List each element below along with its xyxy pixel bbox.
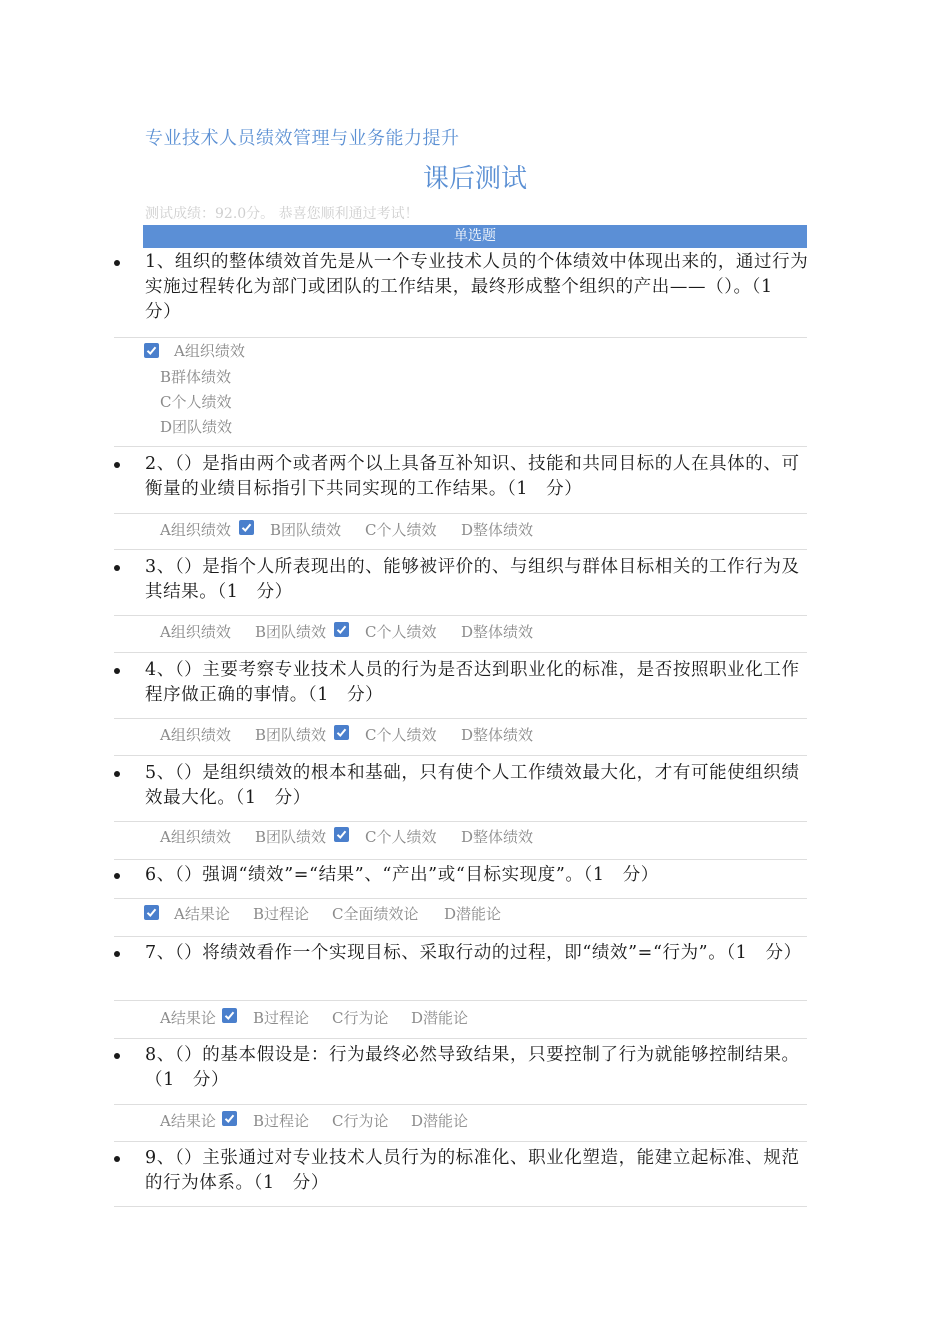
checkbox-checked-icon[interactable] <box>334 725 349 740</box>
option-b[interactable]: B群体绩效 <box>160 368 232 386</box>
divider <box>114 755 807 756</box>
option-c[interactable]: C个人绩效 <box>365 726 437 744</box>
divider <box>114 898 807 899</box>
question-7-text: 7、（）将绩效看作一个实现目标、采取行动的过程，即“绩效”=“行为”。（1 分） <box>145 943 802 963</box>
list-bullet <box>114 951 120 957</box>
option-d[interactable]: D整体绩效 <box>461 828 534 846</box>
checkbox-checked-icon[interactable] <box>334 622 349 637</box>
option-d[interactable]: D潜能论 <box>411 1112 469 1130</box>
question-8-text: 8、（）的基本假设是：行为最终必然导致结果，只要控制了行为就能够控制结果。（1 分） <box>145 1045 800 1090</box>
divider <box>114 549 807 550</box>
list-bullet <box>114 1156 120 1162</box>
option-d[interactable]: D潜能论 <box>411 1009 469 1027</box>
divider <box>114 615 807 616</box>
option-d[interactable]: D团队绩效 <box>160 418 233 436</box>
option-c[interactable]: C行为论 <box>332 1112 389 1130</box>
checkbox-checked-icon[interactable] <box>144 905 159 920</box>
divider <box>114 821 807 822</box>
score-summary: 测试成绩：92.0分。 恭喜您顺利通过考试！ <box>145 206 419 222</box>
question-3-text: 3、（）是指个人所表现出的、能够被评价的、与组织与群体目标相关的工作行为及其结果。（1 分） <box>145 557 800 602</box>
question-5-text: 5、（）是组织绩效的根本和基础，只有使个人工作绩效最大化，才有可能使组织绩效最大化。（1 分） <box>145 763 800 808</box>
option-a[interactable]: A结果论 <box>160 1112 216 1130</box>
option-b[interactable]: B团队绩效 <box>255 623 327 641</box>
list-bullet <box>114 260 120 266</box>
option-a[interactable]: A组织绩效 <box>160 726 231 744</box>
option-d[interactable]: D整体绩效 <box>461 521 534 539</box>
option-b[interactable]: B过程论 <box>253 1009 310 1027</box>
divider <box>114 1038 807 1039</box>
list-bullet <box>114 873 120 879</box>
checkbox-checked-icon[interactable] <box>144 343 159 358</box>
option-c[interactable]: C个人绩效 <box>365 521 437 539</box>
option-b[interactable]: B团队绩效 <box>255 828 327 846</box>
divider <box>114 513 807 514</box>
option-b[interactable]: B过程论 <box>253 905 310 923</box>
option-d[interactable]: D整体绩效 <box>461 623 534 641</box>
option-a[interactable]: A组织绩效 <box>174 342 245 360</box>
option-a[interactable]: A结果论 <box>160 1009 216 1027</box>
option-d[interactable]: D潜能论 <box>444 905 502 923</box>
divider <box>114 446 807 447</box>
option-a[interactable]: A组织绩效 <box>160 828 231 846</box>
option-c[interactable]: C行为论 <box>332 1009 389 1027</box>
checkbox-checked-icon[interactable] <box>222 1111 237 1126</box>
divider <box>114 718 807 719</box>
option-c[interactable]: C个人绩效 <box>365 828 437 846</box>
page-title: 课后测试 <box>422 164 527 194</box>
question-1-text: 1、组织的整体绩效首先是从一个专业技术人员的个体绩效中体现出来的，通过行为实施过程转化为部门或团队的工作结果，最终形成整个组织的产出——（）。（1 分） <box>145 252 809 322</box>
question-6-text: 6、（）强调“绩效”=“结果”、“产出”或“目标实现度”。（1 分） <box>145 865 659 885</box>
list-bullet <box>114 565 120 571</box>
option-b[interactable]: B团队绩效 <box>255 726 327 744</box>
option-a[interactable]: A结果论 <box>174 905 230 923</box>
option-b[interactable]: B过程论 <box>253 1112 310 1130</box>
list-bullet <box>114 1053 120 1059</box>
option-a[interactable]: A组织绩效 <box>160 623 231 641</box>
option-c[interactable]: C个人绩效 <box>365 623 437 641</box>
section-header-single-choice: 单选题 <box>143 225 807 248</box>
list-bullet <box>114 462 120 468</box>
divider <box>114 337 807 338</box>
divider <box>114 1141 807 1142</box>
option-b[interactable]: B团队绩效 <box>270 521 342 539</box>
question-9-text: 9、（）主张通过对专业技术人员行为的标准化、职业化塑造，能建立起标准、规范的行为体系。（1 分） <box>145 1148 800 1193</box>
checkbox-checked-icon[interactable] <box>334 827 349 842</box>
option-c[interactable]: C全面绩效论 <box>332 905 419 923</box>
divider <box>114 859 807 860</box>
divider <box>114 1104 807 1105</box>
divider <box>114 652 807 653</box>
divider <box>114 936 807 937</box>
option-d[interactable]: D整体绩效 <box>461 726 534 744</box>
question-2-text: 2、（）是指由两个或者两个以上具备互补知识、技能和共同目标的人在具体的、可衡量的业绩目标指引下共同实现的工作结果。（1 分） <box>145 454 800 499</box>
checkbox-checked-icon[interactable] <box>239 520 254 535</box>
list-bullet <box>114 668 120 674</box>
option-a[interactable]: A组织绩效 <box>160 521 231 539</box>
option-c[interactable]: C个人绩效 <box>160 393 232 411</box>
course-title: 专业技术人员绩效管理与业务能力提升 <box>145 128 460 149</box>
divider <box>114 1000 807 1001</box>
divider <box>114 1206 807 1207</box>
checkbox-checked-icon[interactable] <box>222 1008 237 1023</box>
question-4-text: 4、（）主要考察专业技术人员的行为是否达到职业化的标准，是否按照职业化工作程序做正确的事情。（1 分） <box>145 660 800 705</box>
list-bullet <box>114 771 120 777</box>
